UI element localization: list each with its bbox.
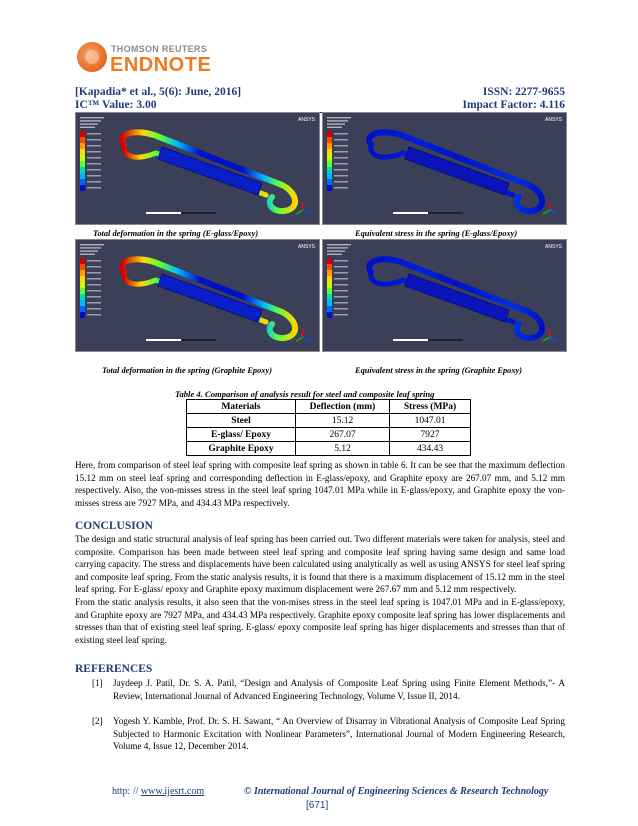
legend-swatch (80, 149, 85, 155)
legend-swatch (327, 270, 332, 276)
ansys-brand-label: ANSYS (298, 244, 315, 250)
legend-label-stub (334, 278, 348, 280)
legend-swatch (327, 161, 332, 167)
legend-swatch (80, 312, 85, 318)
legend-label-stub (87, 278, 101, 280)
render-info-stub (327, 247, 348, 248)
legend-swatch (327, 143, 332, 149)
legend-label-stub (334, 308, 348, 310)
legend-swatch (327, 149, 332, 155)
render-info-stub (327, 254, 342, 255)
logo-line2: ENDNOTE (110, 54, 212, 76)
render-info-stub (80, 254, 95, 255)
caption-deformation-eglass: Total deformation in the spring (E-glass/Epoxy) (93, 229, 259, 238)
render-info-stub (327, 127, 342, 128)
legend-label-stub (87, 133, 101, 135)
table-cell-material: Graphite Epoxy (187, 442, 296, 456)
legend-label-stub (87, 145, 101, 147)
conclusion-paragraph-2: From the static analysis results, it also seen that the von-mises stress in the steel leaf spring is 1047.01 MPa and in E-glass/epoxy, and Graphite epoxy are 7927 MPa, and 434.43 MPa respectively. Graphite epoxy composite leaf spring has lower displacements and stresses than that of existing steel leaf spring. E-glass/ epoxy composite leaf spring has higer displacements and stresses than that of existing steel leaf spring. (75, 597, 565, 645)
legend-swatch (80, 270, 85, 276)
table-header-materials: Materials (187, 400, 296, 414)
legend-swatch (327, 276, 332, 282)
reference-number: [2] (92, 716, 103, 726)
scale-bar-segment (181, 339, 216, 341)
logo-emblem-icon (77, 42, 107, 72)
legend-label-stub (87, 302, 101, 304)
legend-label-stub (334, 284, 348, 286)
table-cell-material: Steel (187, 414, 296, 428)
legend-label-stub (87, 260, 101, 262)
caption-stress-eglass: Equivalent stress in the spring (E-glass/Epoxy) (355, 229, 518, 238)
legend-label-stub (334, 260, 348, 262)
legend-swatch (80, 258, 85, 264)
endnote-logo (77, 40, 217, 82)
render-info-stub (327, 244, 351, 245)
render-info-stub (80, 127, 95, 128)
legend-label-stub (334, 151, 348, 153)
table-row (187, 428, 471, 442)
legend-label-stub (87, 266, 101, 268)
legend-label-stub (87, 296, 101, 298)
legend-label-stub (334, 145, 348, 147)
legend-label-stub (87, 272, 101, 274)
render-info-stub (80, 244, 104, 245)
legend-label-stub (334, 272, 348, 274)
legend-swatch (327, 137, 332, 143)
render-info-stub (80, 250, 98, 251)
legend-label-stub (87, 290, 101, 292)
legend-label-stub (334, 133, 348, 135)
header-impact-factor: Impact Factor: 4.116 (462, 99, 565, 111)
legend-swatch (80, 137, 85, 143)
figure-stress-graphite (322, 239, 567, 352)
legend-label-stub (87, 308, 101, 310)
legend-label-stub (334, 175, 348, 177)
legend-swatch (80, 143, 85, 149)
figure-deformation-graphite (75, 239, 320, 352)
fea-render (76, 240, 319, 351)
page-number: [671] (306, 800, 329, 811)
table-header-deflection: Deflection (mm) (296, 400, 390, 414)
render-info-stub (80, 247, 101, 248)
legend-label-stub (334, 314, 348, 316)
legend-swatch (80, 276, 85, 282)
table-title: Table 4. Comparison of analysis result for steel and composite leaf spring (175, 389, 435, 399)
legend-swatch (80, 282, 85, 288)
legend-swatch (327, 173, 332, 179)
figure-stress-eglass (322, 112, 567, 225)
scale-bar-segment (428, 212, 463, 214)
render-info-stub (80, 117, 104, 118)
scale-bar-segment (428, 339, 463, 341)
legend-label-stub (334, 169, 348, 171)
reference-text: Jaydeep J. Patil, Dr. S. A. Patil, “Design and Analysis of Composite Leaf Spring using Finite Element Methods,”- A Review, International Journal of Advanced Engineering Technology, Volume V, Issue II, 2014. (113, 678, 565, 701)
caption-deformation-graphite: Total deformation in the spring (Graphite Epoxy) (102, 366, 272, 375)
render-info-stub (80, 123, 98, 124)
comparison-paragraph: Here, from comparison of steel leaf spring with composite leaf spring as shown in table 6. It can be see that the maximum deflection 15.12 mm on steel leaf spring and corresponding deflection in E-glass/epoxy, and Graphite epoxy are 267.07 mm, and 5.12 mm respectively. Also, the von-misses stress in the steel leaf spring 1047.01 MPa while in E-glass/epoxy, and Graphite epoxy the von-misses stress are 7927 MPa, and 434.43 MPa respectively. (75, 460, 565, 508)
legend-swatch (327, 282, 332, 288)
legend-label-stub (87, 314, 101, 316)
ansys-brand-label: ANSYS (545, 244, 562, 250)
table-cell-deflection: 267.07 (296, 428, 390, 442)
legend-label-stub (87, 181, 101, 183)
legend-swatch (80, 155, 85, 161)
logo-line1: THOMSON REUTERS (111, 44, 208, 54)
fea-render (323, 240, 566, 351)
legend-swatch (80, 264, 85, 270)
legend-swatch (327, 300, 332, 306)
legend-swatch (327, 294, 332, 300)
legend-label-stub (87, 139, 101, 141)
table-cell-material: E-glass/ Epoxy (187, 428, 296, 442)
legend-label-stub (87, 187, 101, 189)
legend-swatch (80, 179, 85, 185)
table-cell-stress: 7927 (390, 428, 471, 442)
references-heading: REFERENCES (75, 663, 153, 675)
fea-render (76, 113, 319, 224)
legend-label-stub (334, 163, 348, 165)
legend-label-stub (334, 290, 348, 292)
legend-swatch (327, 131, 332, 137)
legend-swatch (80, 131, 85, 137)
reference-text: Yogesh Y. Kamble, Prof. Dr. S. H. Sawant, “ An Overview of Disarray in Vibrational Analysis of Composite Leaf Spring Subjected to Harmonic Excitation with Nonlinear Parameters”, International Journal of Modern Engineering Research, Volume 4, Issue 12, December 2014. (113, 716, 565, 751)
footer-copyright: © International Journal of Engineering Sciences & Research Technology (244, 786, 549, 797)
legend-label-stub (87, 151, 101, 153)
legend-label-stub (334, 187, 348, 189)
ansys-brand-label: ANSYS (545, 117, 562, 123)
legend-swatch (327, 167, 332, 173)
conclusion-paragraph-1: The design and static structural analysis of leaf spring has been carried out. Two different materials were taken for analysis, steel and composite. Comparison has been made between steel leaf spring and composite leaf spring having same design and same load carrying capacity. The stress and displacements have been calculated using analytically as well as using ANSYS for steel leaf spring and composite leaf spring. From the static analysis results, it is found that there is a maximum displacement of 15.12 mm in the steel leaf spring. For E-glass/ epoxy and Graphite epoxy maximum displacement were 267.67 mm and 5.12 mm respectively. (75, 534, 565, 594)
footer-url-prefix: http: // (112, 786, 141, 797)
figure-deformation-eglass (75, 112, 320, 225)
legend-swatch (80, 185, 85, 191)
table-cell-stress: 1047.01 (390, 414, 471, 428)
scale-bar-segment (181, 212, 216, 214)
legend-label-stub (334, 302, 348, 304)
table-cell-deflection: 15.12 (296, 414, 390, 428)
legend-label-stub (334, 266, 348, 268)
header-issn: ISSN: 2277-9655 (482, 86, 565, 98)
legend-label-stub (334, 157, 348, 159)
render-info-stub (80, 120, 101, 121)
legend-swatch (80, 294, 85, 300)
header-ic-value: IC™ Value: 3.00 (75, 99, 157, 111)
results-table (186, 399, 471, 456)
caption-stress-graphite: Equivalent stress in the spring (Graphite Epoxy) (355, 366, 523, 375)
legend-label-stub (334, 181, 348, 183)
legend-swatch (80, 306, 85, 312)
legend-swatch (327, 288, 332, 294)
legend-swatch (80, 167, 85, 173)
legend-swatch (80, 288, 85, 294)
legend-swatch (327, 306, 332, 312)
table-row (187, 442, 471, 456)
legend-swatch (327, 155, 332, 161)
legend-label-stub (87, 175, 101, 177)
legend-label-stub (87, 169, 101, 171)
table-cell-deflection: 5.12 (296, 442, 390, 456)
legend-swatch (327, 179, 332, 185)
legend-label-stub (334, 139, 348, 141)
render-info-stub (327, 117, 351, 118)
legend-swatch (80, 173, 85, 179)
table-cell-stress: 434.43 (390, 442, 471, 456)
render-info-stub (327, 250, 345, 251)
table-header-row (187, 400, 471, 414)
conclusion-heading: CONCLUSION (75, 520, 153, 532)
fea-render (323, 113, 566, 224)
legend-swatch (327, 264, 332, 270)
footer-url (112, 786, 204, 797)
legend-swatch (327, 312, 332, 318)
legend-label-stub (334, 296, 348, 298)
table-header-stress: Stress (MPa) (390, 400, 471, 414)
journal-website-link[interactable]: www.ijesrt.com (140, 786, 205, 797)
table-row (187, 414, 471, 428)
legend-label-stub (87, 284, 101, 286)
ansys-brand-label: ANSYS (298, 117, 315, 123)
legend-label-stub (87, 163, 101, 165)
legend-swatch (327, 185, 332, 191)
reference-number: [1] (92, 678, 103, 688)
header-citation: [Kapadia* et al., 5(6): June, 2016] (75, 86, 242, 98)
legend-label-stub (87, 157, 101, 159)
reference-item (75, 677, 565, 715)
render-info-stub (327, 120, 348, 121)
legend-swatch (80, 300, 85, 306)
reference-item (75, 715, 565, 753)
legend-swatch (80, 161, 85, 167)
render-info-stub (327, 123, 345, 124)
legend-swatch (327, 258, 332, 264)
